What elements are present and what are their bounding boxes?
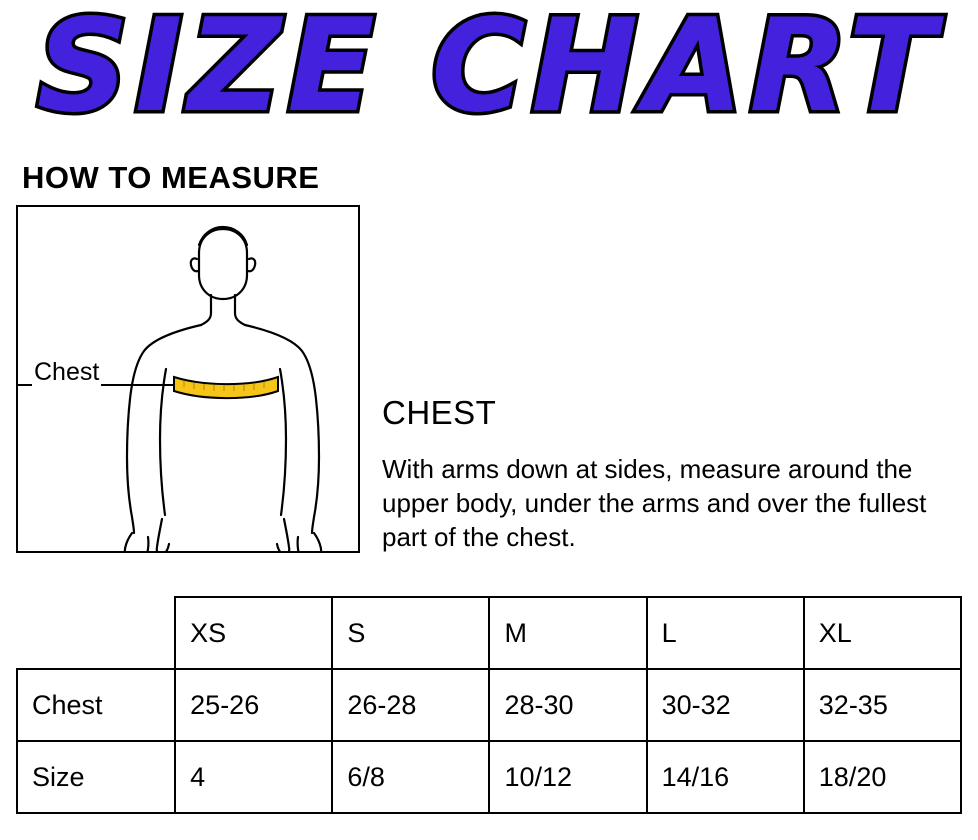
cell-chest-l: 30-32 — [647, 669, 804, 741]
table-corner-cell — [17, 597, 175, 669]
size-chart-table — [16, 596, 962, 814]
column-header-xl: XL — [804, 597, 961, 669]
column-header-l: L — [647, 597, 804, 669]
table-header-row — [17, 597, 961, 669]
cell-chest-xl: 32-35 — [804, 669, 961, 741]
page-title: SIZE CHART — [36, 0, 942, 141]
column-header-m: M — [489, 597, 646, 669]
cell-chest-m: 28-30 — [489, 669, 646, 741]
table-row — [17, 741, 961, 813]
row-header-size: Size — [17, 741, 175, 813]
cell-size-xl: 18/20 — [804, 741, 961, 813]
description-text: With arms down at sides, measure around the upper body, under the arms and over the fullest part of the chest. — [382, 454, 927, 552]
cell-size-m: 10/12 — [489, 741, 646, 813]
column-header-xs: XS — [175, 597, 332, 669]
cell-chest-s: 26-28 — [332, 669, 489, 741]
row-header-chest: Chest — [17, 669, 175, 741]
table-row — [17, 669, 961, 741]
cell-chest-xs: 25-26 — [175, 669, 332, 741]
description-heading: CHEST — [382, 394, 497, 431]
chest-measure-label: Chest — [34, 358, 100, 386]
cell-size-xs: 4 — [175, 741, 332, 813]
how-to-measure-heading: HOW TO MEASURE — [22, 160, 320, 195]
column-header-s: S — [332, 597, 489, 669]
cell-size-s: 6/8 — [332, 741, 489, 813]
cell-size-l: 14/16 — [647, 741, 804, 813]
